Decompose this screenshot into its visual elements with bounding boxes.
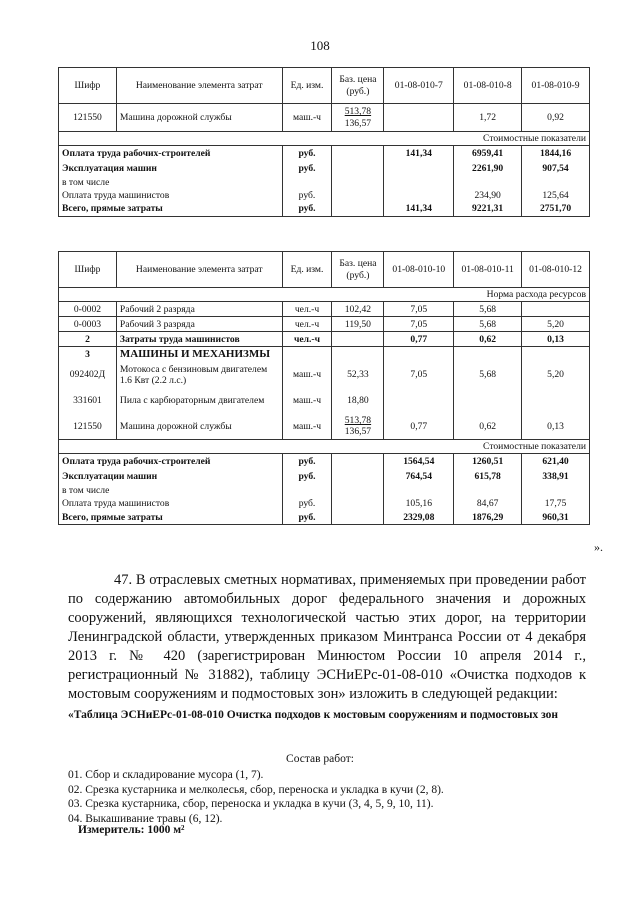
header-col-2: 01-08-010-8 — [454, 68, 522, 104]
header-price: Баз. цена (руб.) — [332, 68, 384, 104]
machine-rows — [59, 362, 590, 440]
cost-row: Оплата труда машинистов руб. 234,90 125,64 — [59, 189, 590, 202]
table-row: 0-0002 Рабочий 2 разряда чел.-ч 102,42 7,05 5,68 — [59, 302, 590, 317]
cost-row: Всего, прямые затраты руб. 141,34 9221,31 2751,70 — [59, 202, 590, 217]
page-number: 108 — [310, 38, 330, 53]
table-header-row — [59, 252, 590, 288]
table-header-row — [59, 68, 590, 104]
cost-row: в том числе — [59, 484, 590, 497]
list-item: 01. Сбор и складирование мусора (1, 7). — [68, 769, 264, 781]
header-code: Шифр — [59, 252, 117, 288]
table-row: 0-0003 Рабочий 3 разряда чел.-ч 119,50 7,05 5,68 5,20 — [59, 317, 590, 332]
paragraph-text: В отраслевых сметных нормативах, применяемых при проведении работ по содержанию автомобильных дорог федерального значения и дорожных сооружений, являющихся технологической частью этих дорог, на территории Ленинградской области, утвержденных приказом Минтранса России от 4 декабря 2013 г. № 420 (зарегистрирован Минюстом России 10 апреля 2014 г., регистрационный № 31882), таблицу ЭСНиЕРс-01-08-010 «Очистка подходов к мостовым сооружениям и подмостовых зон» изложить в следующей редакции: — [68, 572, 586, 702]
table-row: 2 Затраты труда машинистов чел.-ч 0,77 0,62 0,13 — [59, 332, 590, 347]
section-row: 3 МАШИНЫ И МЕХАНИЗМЫ — [59, 347, 590, 362]
header-col-1: 01-08-010-10 — [384, 252, 454, 288]
paragraph-47 — [68, 571, 586, 704]
header-name: Наименование элемента затрат — [116, 68, 282, 104]
closing-quote: ». — [594, 540, 603, 554]
cost-row: Оплата труда машинистов руб. 105,16 84,67 17,75 — [59, 497, 590, 510]
table-row: 331601 Пила с карбюраторным двигателем маш.-ч 18,80 — [59, 388, 590, 414]
cost-rows — [59, 454, 590, 525]
header-unit: Ед. изм. — [282, 68, 332, 104]
cost-row: Оплата труда рабочих-строителей руб. 1564,54 1260,51 621,40 — [59, 454, 590, 469]
work-composition-list — [68, 768, 444, 826]
measure-unit: Измеритель: 1000 м² — [78, 824, 185, 836]
cost-table-1 — [58, 67, 590, 217]
paragraph-number: 47. — [114, 572, 133, 588]
header-col-3: 01-08-010-9 — [522, 68, 590, 104]
header-col-3: 01-08-010-12 — [522, 252, 590, 288]
header-unit: Ед. изм. — [282, 252, 332, 288]
subheader-row: Стоимостные показатели — [59, 132, 590, 146]
list-item: 03. Срезка кустарника, сбор, переноска и укладка в кучи (3, 4, 5, 9, 10, 11). — [68, 798, 434, 810]
resource-rows — [59, 302, 590, 347]
cost-rows — [59, 146, 590, 217]
cost-row: в том числе — [59, 176, 590, 189]
header-code: Шифр — [59, 68, 117, 104]
table-row: 092402Д Мотокоса с бензиновым двигателем 1.6 Квт (2.2 л.с.) маш.-ч 52,33 7,05 5,68 5,20 — [59, 362, 590, 388]
work-composition-title: Состав работ: — [286, 753, 354, 765]
header-name: Наименование элемента затрат — [116, 252, 282, 288]
table-row: 121550 Машина дорожной службы маш.-ч 513,78 136,57 1,72 0,92 — [59, 104, 590, 132]
table-row: 121550 Машина дорожной службы маш.-ч 513,78 136,57 0,77 0,62 0,13 — [59, 414, 590, 440]
header-price: Баз. цена (руб.) — [332, 252, 384, 288]
list-item: 02. Срезка кустарника и мелколесья, сбор, переноска и укладка в кучи (2, 8). — [68, 783, 444, 796]
header-col-1: 01-08-010-7 — [384, 68, 454, 104]
subheader-row: Норма расхода ресурсов — [59, 288, 590, 302]
subheader-row: Стоимостные показатели — [59, 440, 590, 454]
header-col-2: 01-08-010-11 — [454, 252, 522, 288]
cost-row: Всего, прямые затраты руб. 2329,08 1876,29 960,31 — [59, 510, 590, 525]
cost-row: Эксплуатации машин руб. 764,54 615,78 338,91 — [59, 469, 590, 484]
cost-row: Эксплуатация машин руб. 2261,90 907,54 — [59, 161, 590, 176]
cost-table-2 — [58, 251, 590, 525]
list-item: 04. Выкашивание травы (6, 12). — [68, 812, 223, 825]
table-title: «Таблица ЭСНиЕРс-01-08-010 Очистка подходов к мостовым сооружениям и подмостовых зон — [68, 709, 559, 721]
cost-row: Оплата труда рабочих-строителей руб. 141,34 6959,41 1844,16 — [59, 146, 590, 161]
